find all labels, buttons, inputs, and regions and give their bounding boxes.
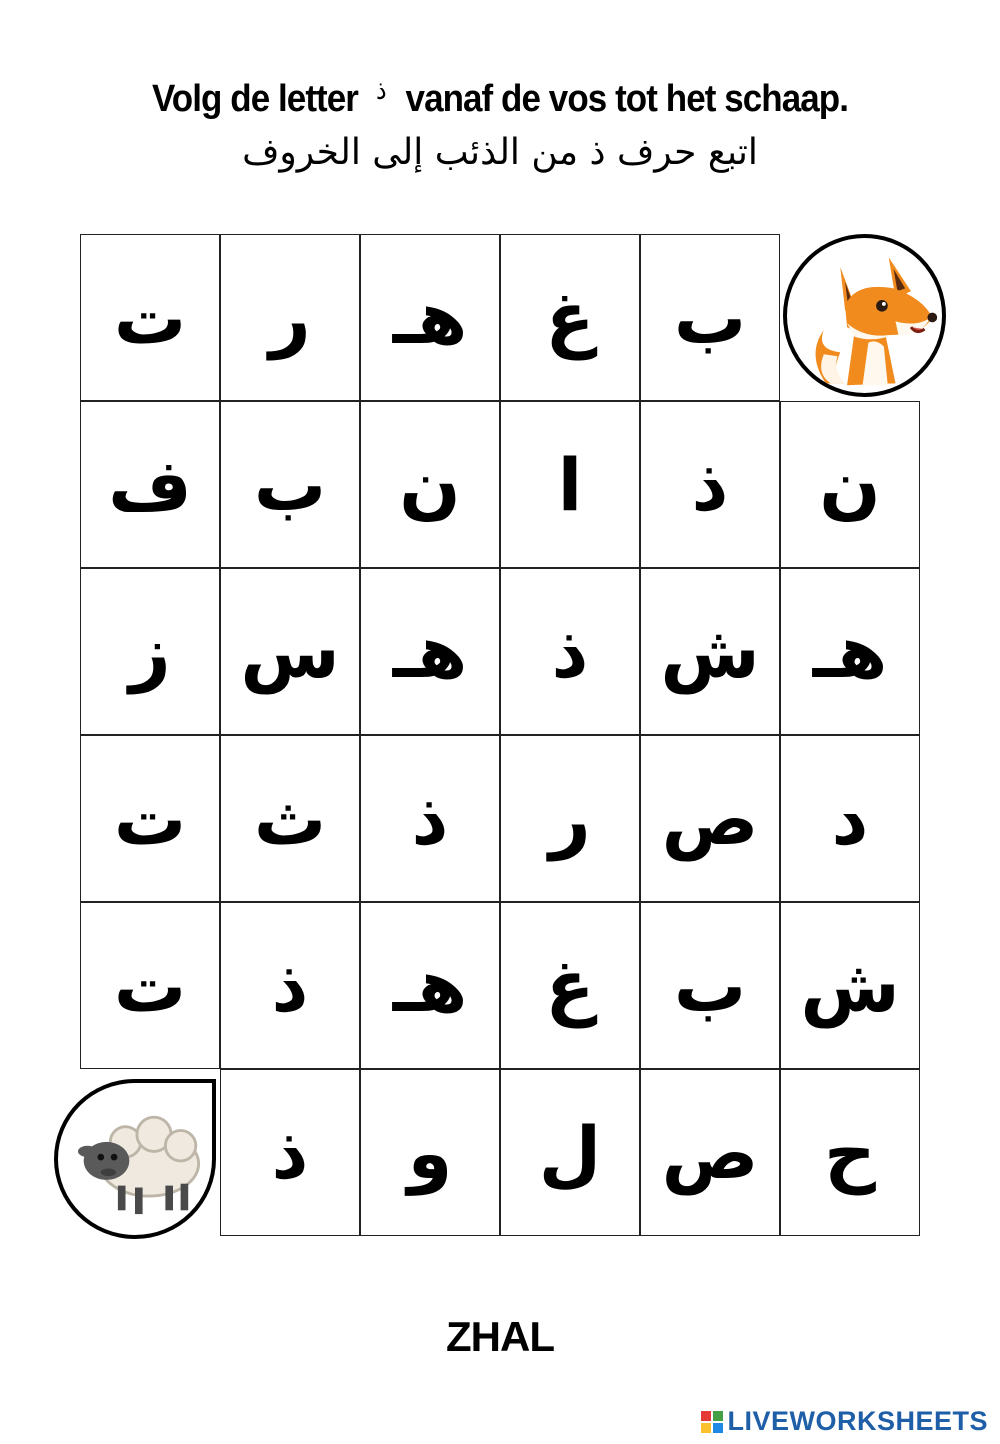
fox-icon	[783, 234, 946, 397]
maze-cell-letter: ز	[129, 609, 171, 694]
maze-cell[interactable]	[220, 234, 360, 401]
maze-cell-letter: ل	[538, 1110, 602, 1195]
maze-cell[interactable]	[640, 1069, 780, 1236]
maze-cell-letter: ب	[253, 442, 327, 527]
maze-cell-letter: ح	[824, 1110, 876, 1195]
maze-cell[interactable]	[500, 735, 640, 902]
maze-cell-letter: ن	[399, 442, 461, 527]
maze-cell[interactable]	[640, 568, 780, 735]
maze-cell-letter: ذ	[271, 1110, 309, 1195]
maze-cell-letter: ص	[661, 776, 759, 861]
maze-cell-letter: ر	[269, 275, 311, 360]
maze-cell-letter: ت	[113, 943, 187, 1028]
brand-logo	[701, 1406, 988, 1437]
maze-cell[interactable]	[780, 902, 920, 1069]
maze-cell[interactable]	[80, 735, 220, 902]
maze-cell[interactable]	[80, 401, 220, 568]
maze-cell[interactable]	[80, 568, 220, 735]
maze-cell-letter: س	[240, 609, 340, 694]
maze-cell[interactable]	[220, 401, 360, 568]
maze-cell[interactable]	[780, 1069, 920, 1236]
maze-cell-letter: هـ	[392, 943, 468, 1028]
maze-cell[interactable]	[780, 401, 920, 568]
maze-cell-letter: ب	[673, 275, 747, 360]
maze-cell[interactable]	[640, 735, 780, 902]
maze-cell[interactable]	[220, 1069, 360, 1236]
liveworksheets-logo-icon	[701, 1411, 723, 1433]
maze-cell-letter: ذ	[271, 943, 309, 1028]
maze-cell[interactable]	[360, 234, 500, 401]
maze-cell[interactable]	[500, 568, 640, 735]
maze-cell-letter: هـ	[392, 609, 468, 694]
maze-cell[interactable]	[360, 902, 500, 1069]
maze-cell[interactable]	[220, 902, 360, 1069]
maze-cell-letter: ذ	[551, 609, 589, 694]
maze-cell[interactable]	[640, 902, 780, 1069]
letter-name: ZHAL	[446, 1313, 554, 1360]
maze-cell-letter: ث	[253, 776, 327, 861]
maze-cell[interactable]	[220, 568, 360, 735]
maze-cell-letter: ت	[113, 275, 187, 360]
maze-cell-letter: ب	[673, 943, 747, 1028]
title-arabic: اتبع حرف ذ من الذئب إلى الخروف	[242, 132, 758, 173]
maze-cell-letter: ذ	[691, 442, 729, 527]
maze-cell[interactable]	[500, 902, 640, 1069]
instruction-letter: ذ	[375, 76, 387, 106]
maze-cell-letter: ر	[549, 776, 591, 861]
maze-cell-letter: ص	[661, 1110, 759, 1195]
maze-cell-letter: و	[407, 1110, 453, 1195]
maze-cell[interactable]	[780, 735, 920, 902]
maze-cell-letter: هـ	[812, 609, 888, 694]
maze-cell[interactable]	[80, 234, 220, 401]
maze-cell-letter: هـ	[392, 275, 468, 360]
maze-cell[interactable]	[80, 902, 220, 1069]
maze-cell[interactable]	[780, 568, 920, 735]
maze-cell[interactable]	[360, 568, 500, 735]
maze-cell[interactable]	[360, 1069, 500, 1236]
maze-cell-letter: غ	[545, 275, 595, 360]
instruction-end: vanaf de vos tot het schaap.	[405, 78, 848, 120]
maze-cell-letter: د	[831, 776, 869, 861]
maze-cell[interactable]	[500, 1069, 640, 1236]
sheep-icon	[54, 1079, 216, 1239]
maze-cell-letter: ت	[113, 776, 187, 861]
maze-cell-letter: غ	[545, 943, 595, 1028]
maze-cell[interactable]	[640, 234, 780, 401]
maze-cell-letter: ا	[557, 442, 583, 527]
maze-cell[interactable]	[360, 401, 500, 568]
maze-cell-letter: ن	[819, 442, 881, 527]
maze-cell[interactable]	[640, 401, 780, 568]
brand-name: LIVEWORKSHEETS	[727, 1406, 988, 1436]
maze-cell-letter: ش	[660, 609, 760, 694]
maze-cell-letter: ش	[800, 943, 900, 1028]
instruction-start: Volg de letter	[151, 78, 358, 120]
title-dutch	[40, 78, 960, 121]
maze-cell[interactable]	[360, 735, 500, 902]
maze-cell[interactable]	[500, 401, 640, 568]
maze-cell[interactable]	[500, 234, 640, 401]
maze-cell-letter: ف	[108, 442, 192, 527]
maze-cell-letter: ذ	[411, 776, 449, 861]
maze-cell[interactable]	[220, 735, 360, 902]
